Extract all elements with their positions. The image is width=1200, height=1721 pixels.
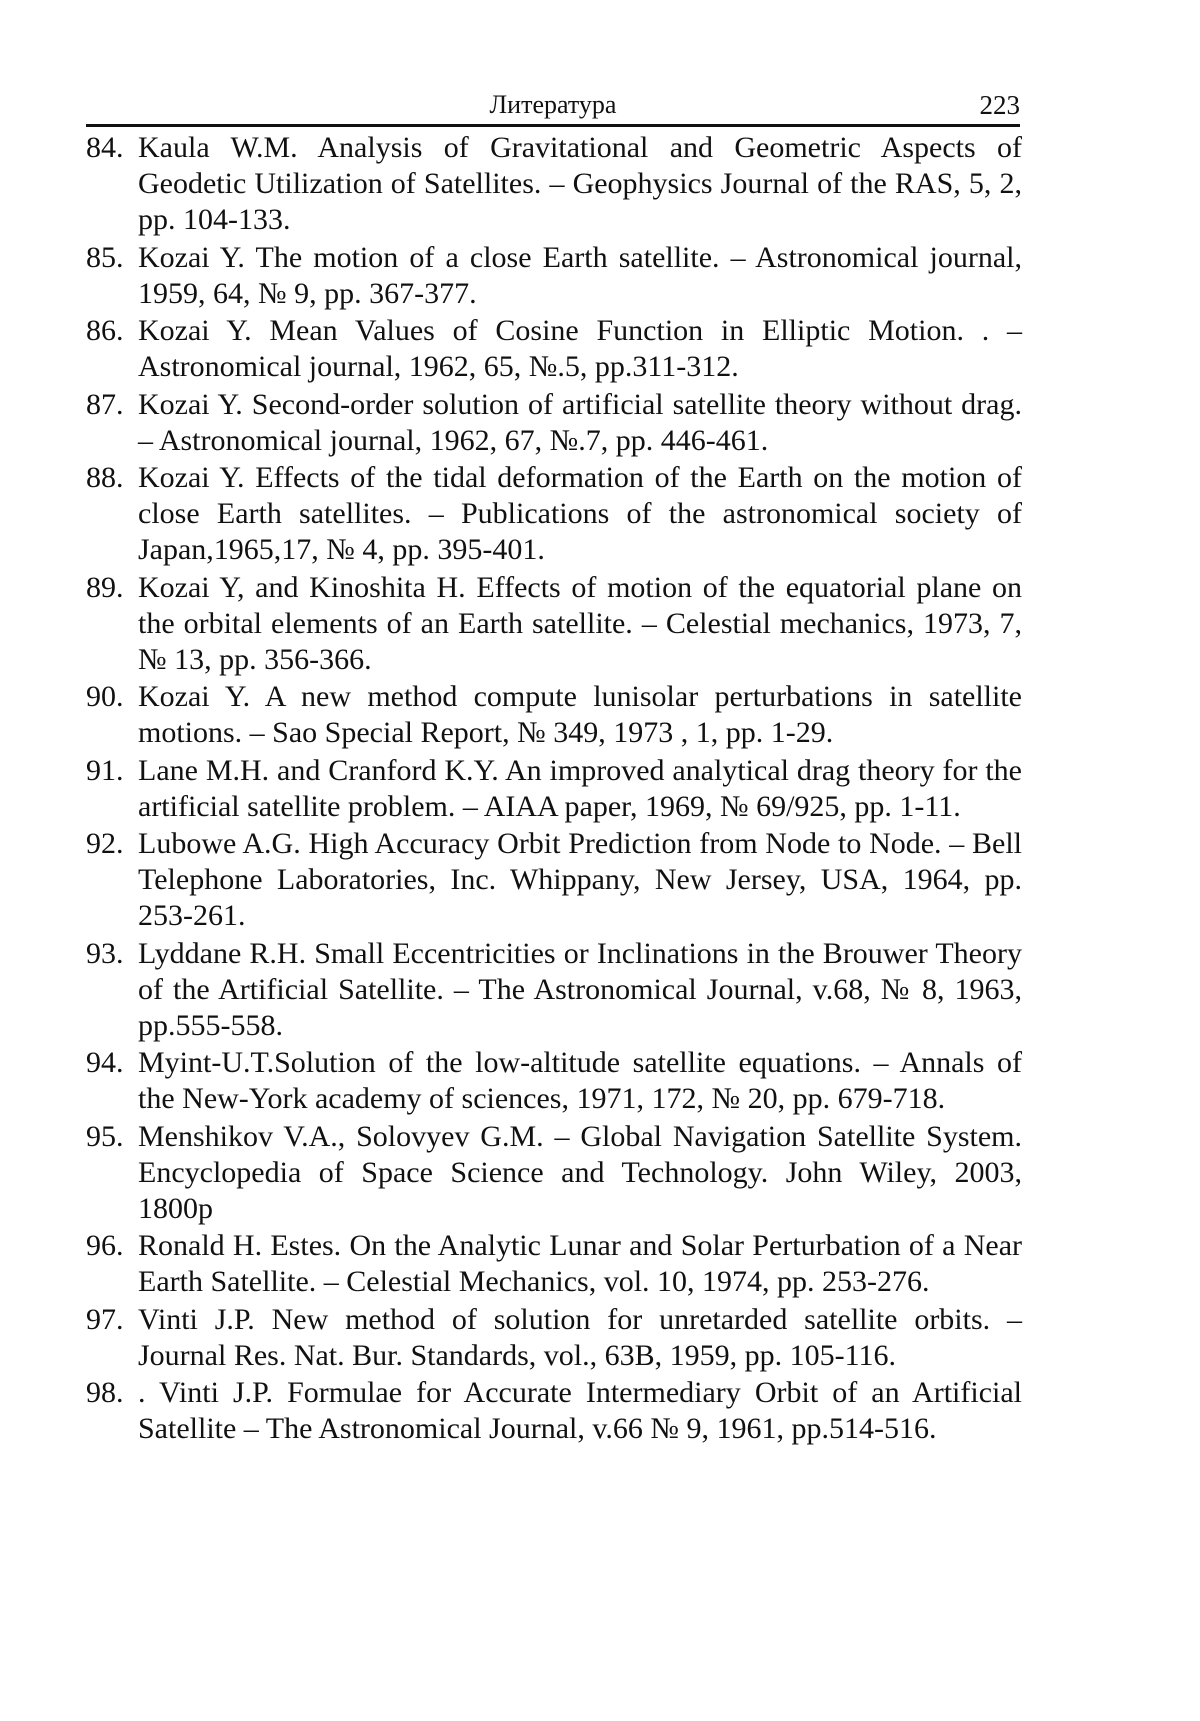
reference-number: 94. bbox=[86, 1046, 124, 1079]
reference-item-93 bbox=[86, 936, 1022, 1044]
reference-number: 87. bbox=[86, 387, 124, 421]
reference-text: Lane M.H. and Cranford K.Y. An improved analytical drag theory for the artificial satellite problem. – AIAA paper, 1969, № 69/925, pp. 1-11. bbox=[138, 753, 1022, 823]
reference-item-92 bbox=[86, 826, 1022, 934]
reference-item-86 bbox=[86, 313, 1022, 385]
reference-number: 90. bbox=[86, 680, 124, 713]
reference-item-84 bbox=[86, 130, 1022, 238]
reference-item-85 bbox=[86, 240, 1022, 312]
reference-text: Lyddane R.H. Small Eccentricities or Inclinations in the Brouwer Theory of the Artificial Satellite. – The Astronomical Journal, v.68, № 8, 1963, pp.555-558. bbox=[138, 936, 1022, 1042]
reference-text: Ronald H. Estes. On the Analytic Lunar and Solar Perturbation of a Near Earth Satellite. – Celestial Mechanics, vol. 10, 1974, pp. 253-276. bbox=[138, 1229, 1022, 1298]
reference-text: Kozai Y. The motion of a close Earth satellite. – Astronomical journal, 1959, 64, № 9, pp. 367-377. bbox=[138, 240, 1022, 310]
running-header bbox=[86, 84, 1020, 124]
reference-text: Menshikov V.A., Solovyev G.M. – Global Navigation Satellite System. Encyclopedia of Space Science and Technology. John Wiley, 2003, 1800p bbox=[138, 1119, 1022, 1225]
reference-text: . Vinti J.P. Formulae for Accurate Intermediary Orbit of an Artificial Satellite – The Astronomical Journal, v.66 № 9, 1961, pp.514-516. bbox=[138, 1376, 1022, 1445]
reference-text: Vinti J.P. New method of solution for unretarded satellite orbits. – Journal Res. Nat. Bur. Standards, vol., 63B, 1959, pp. 105-116. bbox=[138, 1302, 1022, 1372]
reference-item-98 bbox=[86, 1375, 1022, 1447]
reference-number: 85. bbox=[86, 240, 124, 274]
reference-item-88 bbox=[86, 460, 1022, 568]
reference-text: Myint-U.T.Solution of the low-altitude satellite equations. – Annals of the New-York academy of sciences, 1971, 172, № 20, pp. 679-718. bbox=[138, 1046, 1022, 1115]
reference-item-96 bbox=[86, 1228, 1022, 1300]
reference-number: 84. bbox=[86, 131, 124, 164]
reference-item-89 bbox=[86, 570, 1022, 678]
reference-number: 93. bbox=[86, 936, 124, 970]
reference-number: 89. bbox=[86, 570, 124, 604]
page-number: 223 bbox=[979, 90, 1020, 120]
reference-text: Kaula W.M. Analysis of Gravitational and Geometric Aspects of Geodetic Utilization of Satellites. – Geophysics Journal of the RAS, 5, 2, pp. 104-133. bbox=[138, 131, 1022, 236]
reference-number: 88. bbox=[86, 461, 124, 494]
reference-text: Kozai Y. A new method compute lunisolar perturbations in satellite motions. – Sao Special Report, № 349, 1973 , 1, pp. 1-29. bbox=[138, 680, 1022, 749]
reference-number: 91. bbox=[86, 753, 124, 787]
reference-number: 92. bbox=[86, 827, 124, 860]
reference-number: 86. bbox=[86, 314, 124, 347]
reference-number: 97. bbox=[86, 1302, 124, 1336]
reference-list bbox=[86, 130, 1022, 1449]
reference-text: Kozai Y. Effects of the tidal deformation of the Earth on the motion of close Earth satellites. – Publications of the astronomical society of Japan,1965,17, № 4, pp. 395-401. bbox=[138, 461, 1022, 566]
reference-text: Kozai Y. Second-order solution of artificial satellite theory without drag. – Astronomical journal, 1962, 67, №.7, pp. 446-461. bbox=[138, 387, 1022, 457]
reference-text: Kozai Y. Mean Values of Cosine Function in Elliptic Motion. . – Astronomical journal, 1962, 65, №.5, pp.311-312. bbox=[138, 314, 1022, 383]
running-title: Литература bbox=[489, 90, 617, 119]
reference-text: Kozai Y, and Kinoshita H. Effects of motion of the equatorial plane on the orbital elements of an Earth satellite. – Celestial mechanics, 1973, 7, № 13, pp. 356-366. bbox=[138, 570, 1022, 676]
reference-number: 98. bbox=[86, 1376, 124, 1409]
reference-number: 95. bbox=[86, 1119, 124, 1153]
reference-item-87 bbox=[86, 387, 1022, 459]
header-rule bbox=[86, 124, 1020, 127]
reference-number: 96. bbox=[86, 1229, 124, 1262]
reference-item-91 bbox=[86, 753, 1022, 825]
reference-item-97 bbox=[86, 1302, 1022, 1374]
reference-item-90 bbox=[86, 679, 1022, 751]
reference-text: Lubowe A.G. High Accuracy Orbit Prediction from Node to Node. – Bell Telephone Laboratories, Inc. Whippany, New Jersey, USA, 1964, pp. 253-261. bbox=[138, 827, 1022, 932]
reference-item-95 bbox=[86, 1119, 1022, 1227]
reference-item-94 bbox=[86, 1045, 1022, 1117]
